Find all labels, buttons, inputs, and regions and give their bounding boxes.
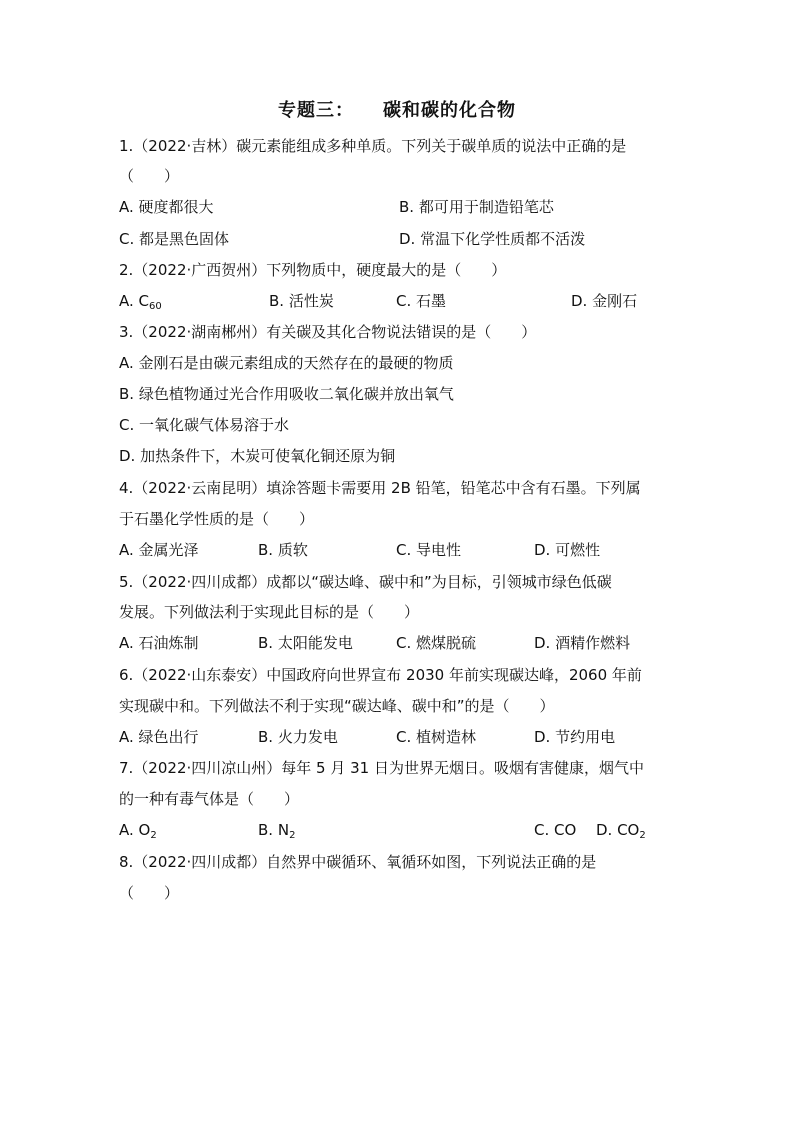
- q7-option-d: D. $CO_2$: [596, 821, 646, 841]
- q2-option-d: D. 金刚石: [571, 292, 638, 310]
- q6-option-a: A. 绿色出行: [119, 728, 199, 746]
- q7-stem-line2: 的一种有毒气体是（ ）: [119, 790, 300, 808]
- q1-stem: 1.（2022·吉林）碳元素能组成多种单质。下列关于碳单质的说法中正确的是: [119, 137, 627, 155]
- q8-answer-blank: （ ）: [119, 884, 180, 902]
- q2-option-c: C. 石墨: [396, 292, 447, 310]
- q5-option-d: D. 酒精作燃料: [534, 634, 631, 652]
- q1-option-a: A. 硬度都很大: [119, 198, 214, 216]
- page-title: 专题三： 碳和碳的化合物: [277, 100, 517, 121]
- q4-option-a: A. 金属光泽: [119, 541, 199, 559]
- q2-stem: 2.（2022·广西贺州）下列物质中，硬度最大的是（ ）: [119, 261, 507, 279]
- q1-answer-blank: （ ）: [119, 167, 180, 185]
- q6-stem-line1: 6.（2022·山东泰安）中国政府向世界宣布 2030 年前实现碳达峰，2060 年前: [119, 666, 642, 684]
- q7-option-a: A. $O_2$: [119, 821, 157, 841]
- q7-stem-line1: 7.（2022·四川凉山州）每年 5 月 31 日为世界无烟日。吸烟有害健康，烟气中: [119, 759, 644, 777]
- q1-option-d: D. 常温下化学性质都不活泼: [399, 230, 586, 248]
- q3-option-c: C. 一氧化碳气体易溶于水: [119, 416, 290, 434]
- q4-stem-line1: 4.（2022·云南昆明）填涂答题卡需要用 2B 铅笔，铅笔芯中含有石墨。下列属: [119, 479, 641, 497]
- q7-option-b: B. $N_2$: [258, 821, 296, 841]
- q5-option-a: A. 石油炼制: [119, 634, 199, 652]
- q3-option-b: B. 绿色植物通过光合作用吸收二氧化碳并放出氧气: [119, 385, 454, 403]
- q3-stem: 3.（2022·湖南郴州）有关碳及其化合物说法错误的是（ ）: [119, 323, 537, 341]
- q4-stem-line2: 于石墨化学性质的是（ ）: [119, 510, 315, 528]
- q8-stem: 8.（2022·四川成都）自然界中碳循环、氧循环如图，下列说法正确的是: [119, 853, 597, 871]
- q1-option-c: C. 都是黑色固体: [119, 230, 230, 248]
- q6-option-b: B. 火力发电: [258, 728, 338, 746]
- q7-option-c: C. CO: [534, 821, 577, 839]
- q6-stem-line2: 实现碳中和。下列做法不利于实现“碳达峰、碳中和”的是（ ）: [119, 697, 555, 715]
- q3-option-a: A. 金刚石是由碳元素组成的天然存在的最硬的物质: [119, 354, 454, 372]
- q4-option-c: C. 导电性: [396, 541, 462, 559]
- q5-option-b: B. 太阳能发电: [258, 634, 353, 652]
- q5-option-c: C. 燃煤脱硫: [396, 634, 477, 652]
- q4-option-b: B. 质软: [258, 541, 308, 559]
- q6-option-d: D. 节约用电: [534, 728, 616, 746]
- q5-stem-line2: 发展。下列做法利于实现此目标的是（ ）: [119, 603, 420, 621]
- q3-option-d: D. 加热条件下，木炭可使氧化铜还原为铜: [119, 447, 396, 465]
- q2-option-b: B. 活性炭: [269, 292, 334, 310]
- q6-option-c: C. 植树造林: [396, 728, 477, 746]
- q4-option-d: D. 可燃性: [534, 541, 601, 559]
- q5-stem-line1: 5.（2022·四川成都）成都以“碳达峰、碳中和”为目标，引领城市绿色低碳: [119, 573, 612, 591]
- q1-option-b: B. 都可用于制造铅笔芯: [399, 198, 554, 216]
- q2-option-a: A. $C_{60}$: [119, 292, 162, 312]
